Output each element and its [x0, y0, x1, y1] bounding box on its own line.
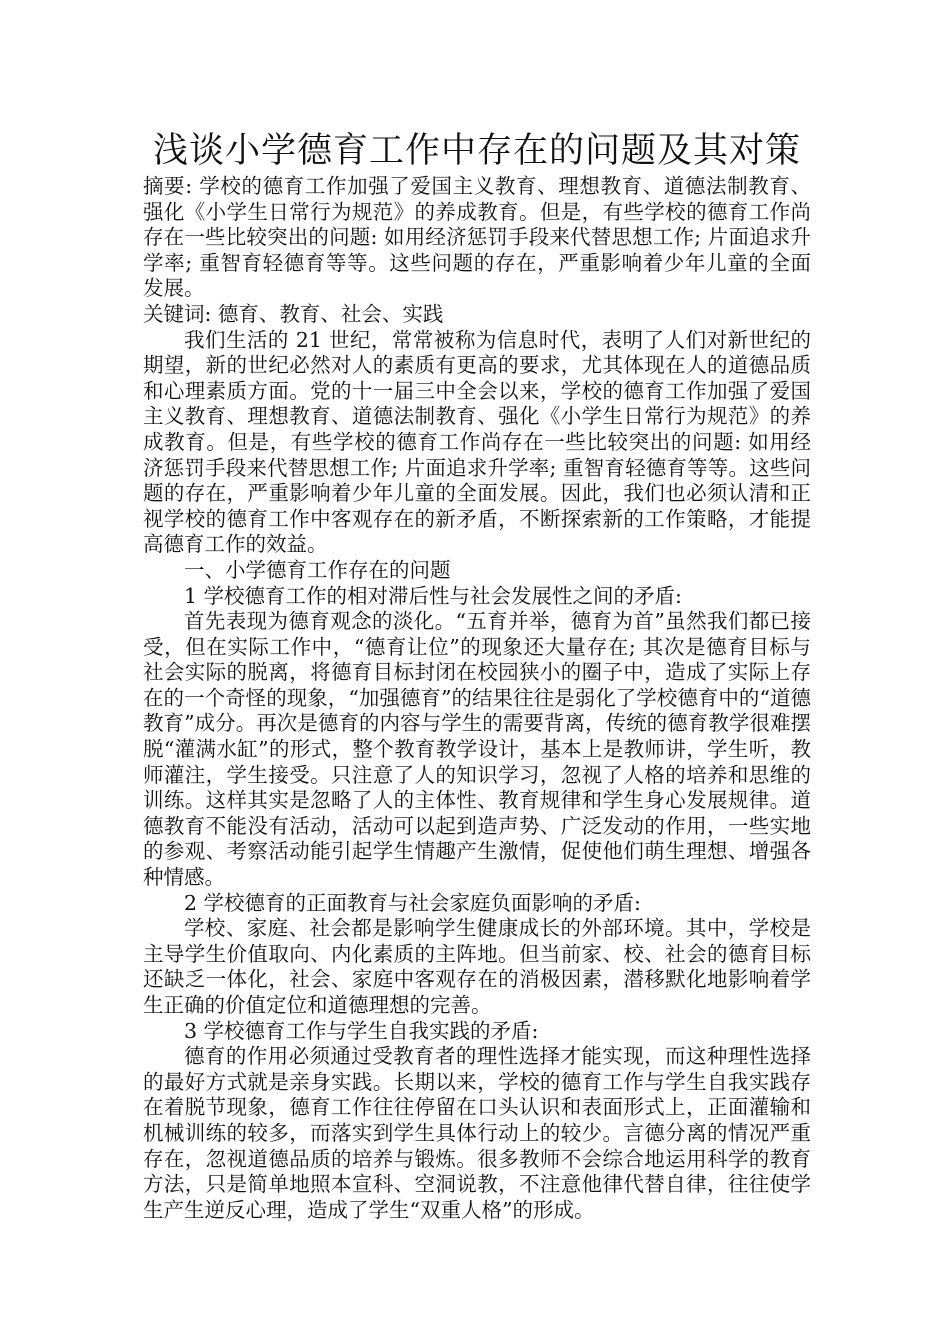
subsection-heading-3: 3 学校德育工作与学生自我实践的矛盾: — [184, 1018, 539, 1043]
body-paragraph-3: 德育的作用必须通过受教育者的理性选择才能实现，而这种理性选择的最好方式就是亲身实践。长期以来，学校的德育工作与学生自我实践存在着脱节现象，德育工作往往停留在口头认识和表面形式上，正面灌输和机械训练的较多，而落实到学生具体行动上的较少。言德分离的情况严重存在，忽视道德品质的培养与锻炼。很多教师不会综合地运用科学的教育方法，只是简单地照本宣科、空洞说教，不注意他律代替自律，往往使学生产生逆反心理，造成了学生“双重人格”的形成。 — [143, 1044, 811, 1222]
body-paragraph-1: 首先表现为德育观念的淡化。“五育并举，德育为首”虽然我们都已接受，但在实际工作中，“德育让位”的现象还大量存在; 其次是德育目标与社会实际的脱离，将德育目标封闭在校园狭小的圈子中，造成了实际上存在的一个奇怪的现象，“加强德育”的结果往往是弱化了学校德育中的“道德教育”成分。再次是德育的内容与学生的需要背离，传统的德育教学很难摆脱“灌满水缸”的形式，整个教育教学设计，基本上是教师讲，学生听，教师灌注，学生接受。只注意了人的知识学习，忽视了人格的培养和思维的训练。这样其实是忽略了人的主体性、教育规律和学生身心发展规律。道德教育不能没有活动，活动可以起到造声势、广泛发动的作用，一些实地的参观、考察活动能引起学生情趣产生激情，促使他们萌生理想、增强各种情感。 — [143, 609, 811, 890]
abstract-paragraph: 摘要: 学校的德育工作加强了爱国主义教育、理想教育、道德法制教育、强化《小学生日常行为规范》的养成教育。但是，有些学校的德育工作尚存在一些比较突出的问题: 如用经济惩罚手段来代替思想工作; 片面追求升学率; 重智育轻德育等等。这些问题的存在，严重影响着少年儿童的全面发展。 — [143, 174, 811, 301]
body-paragraph-2: 学校、家庭、社会都是影响学生健康成长的外部环境。其中，学校是主导学生价值取向、内化素质的主阵地。但当前家、校、社会的德育目标还缺乏一体化，社会、家庭中客观存在的消极因素，潜移默化地影响着学生正确的价值定位和道德理想的完善。 — [143, 916, 811, 1017]
subsection-heading-2: 2 学校德育的正面教育与社会家庭负面影响的矛盾: — [184, 890, 641, 915]
document-page — [143, 128, 811, 1223]
subsection-heading-1: 1 学校德育工作的相对滞后性与社会发展性之间的矛盾: — [184, 583, 682, 608]
document-title: 浅谈小学德育工作中存在的问题及其对策 — [152, 131, 801, 171]
intro-paragraph: 我们生活的 21 世纪，常常被称为信息时代，表明了人们对新世纪的期望，新的世纪必然对人的素质有更高的要求，尤其体现在人的道德品质和心理素质方面。党的十一届三中全会以来，学校的德育工作加强了爱国主义教育、理想教育、道德法制教育、强化《小学生日常行为规范》的养成教育。但是，有些学校的德育工作尚存在一些比较突出的问题: 如用经济惩罚手段来代替思想工作; 片面追求升学率; 重智育轻德育等等。这些问题的存在，严重影响着少年儿童的全面发展。因此，我们也必须认清和正视学校的德育工作中客观存在的新矛盾，不断探索新的工作策略，才能提高德育工作的效益。 — [143, 327, 811, 557]
keywords-line: 关键词: 德育、教育、社会、实践 — [143, 301, 444, 326]
section-heading: 一、小学德育工作存在的问题 — [184, 557, 451, 582]
